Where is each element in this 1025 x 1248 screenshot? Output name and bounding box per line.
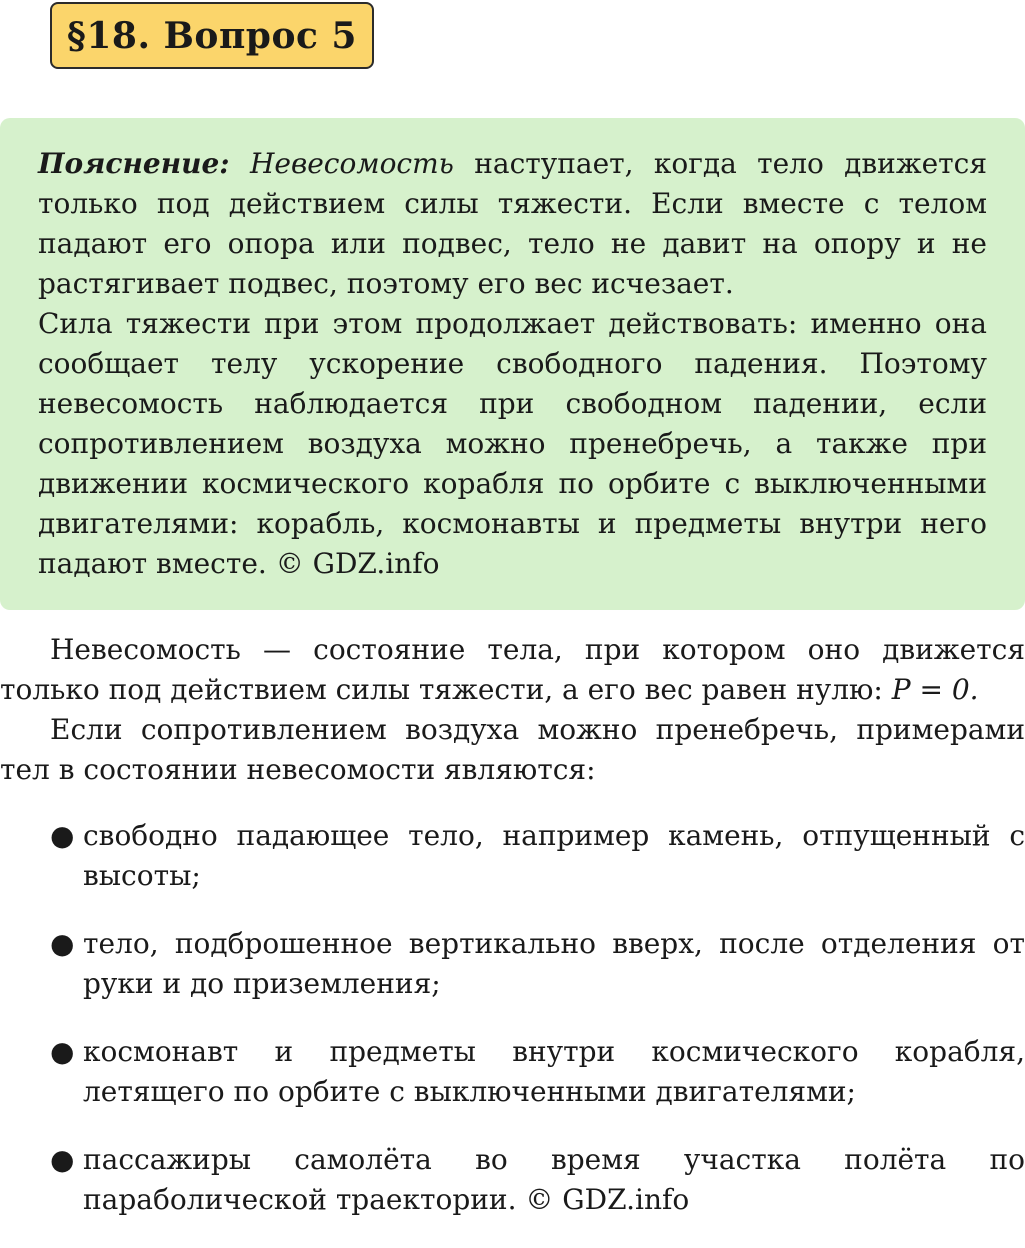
weight-formula: P = 0.: [891, 673, 979, 706]
main-answer: [0, 630, 1025, 1248]
section-title-badge: [50, 2, 374, 69]
bullet-icon: ●: [50, 1143, 75, 1176]
example-text: тело, подброшенное вертикально вверх, после отделения от руки и до приземления;: [83, 927, 1025, 1000]
examples-intro: [0, 710, 1025, 790]
section-title: §18. Вопрос 5: [67, 14, 357, 57]
bullet-icon: ●: [50, 819, 75, 852]
definition-paragraph: [0, 630, 1025, 710]
example-text: пассажиры самолёта во время участка полёта по параболической траектории.: [83, 1143, 1025, 1216]
examples-list: [0, 816, 1025, 1220]
main-copyright: © GDZ.info: [525, 1183, 690, 1216]
explanation-text-1: наступает, когда тело движется только под действием силы тяжести. Если вместе с телом падают его опора или подвес, тело не давит на опору и не растягивает подвес, поэтому его вес исчезает.: [38, 147, 988, 300]
list-item: [0, 816, 1025, 896]
list-item: [0, 1032, 1025, 1112]
examples-intro-text: Если сопротивлением воздуха можно пренебречь, примерами тел в состоянии невесомости являются:: [0, 713, 1025, 786]
bullet-icon: ●: [50, 927, 75, 960]
definition-text: Невесомость — состояние тела, при котором оно движется только под действием силы тяжести, а его вес равен нулю:: [0, 633, 1025, 706]
explanation-box: [0, 118, 1025, 610]
bullet-icon: ●: [50, 1035, 75, 1068]
explanation-term: Невесомость: [249, 147, 454, 180]
explanation-paragraph-1: [38, 144, 987, 304]
explanation-label: Пояснение:: [38, 147, 230, 180]
explanation-text-2: Сила тяжести при этом продолжает действовать: именно она сообщает телу ускорение свободного падения. Поэтому невесомость наблюдается при свободном падении, если сопротивлением воздуха можно пренебречь, а также при движении космического корабля по орбите с выключенными двигателями: корабль, космонавты и предметы внутри него падают вместе.: [38, 307, 987, 580]
example-text: космонавт и предметы внутри космического корабля, летящего по орбите с выключенными двигателями;: [83, 1035, 1025, 1108]
explanation-paragraph-2: [38, 304, 987, 584]
explanation-copyright: © GDZ.info: [275, 547, 440, 580]
list-item: [0, 1140, 1025, 1220]
list-item: [0, 924, 1025, 1004]
example-text: свободно падающее тело, например камень, отпущенный с высоты;: [83, 819, 1025, 892]
